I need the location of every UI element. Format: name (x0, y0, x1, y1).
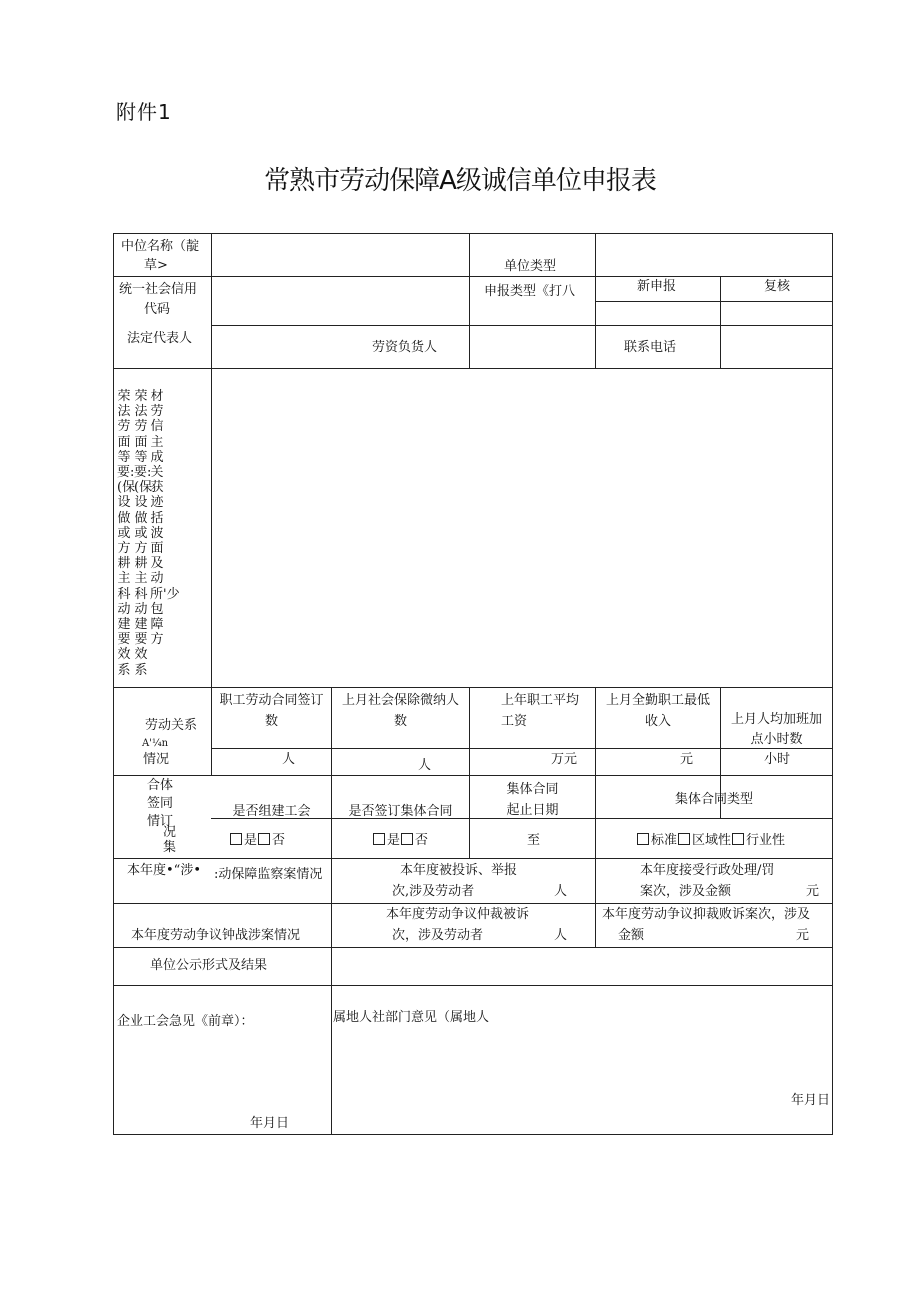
contract-yes-checkbox[interactable] (373, 833, 385, 845)
honor-label-col-3: 材劳信主成关获迹括波面及动所'少包障方 (150, 389, 180, 648)
legal-rep-input[interactable] (212, 326, 362, 367)
type-standard-checkbox[interactable] (637, 833, 649, 845)
legal-rep-label: 法定代表人 (127, 331, 193, 346)
overtime-header-2: 点小时数 (750, 732, 803, 747)
avg-wage-header-2: 工资 (501, 714, 528, 729)
form-title: 常熟市劳动保障A级诚信单位申报表 (264, 166, 656, 196)
union-opinion-date: 年月日 (250, 1116, 290, 1131)
collective-date-header: 集体合同 (506, 782, 559, 797)
unit-name-label: 中位名称（靛 (121, 239, 200, 254)
penalty-yuan-unit: 元 (806, 884, 820, 899)
min-wage-header: 上月全勤职工最低 (605, 693, 710, 708)
publicity-label: 单位公示形式及结果 (150, 958, 268, 973)
review-mark-cell[interactable] (721, 302, 831, 324)
union-yes-no: 是 否 (229, 831, 285, 850)
overtime-header: 上月人均加班加 (730, 712, 822, 727)
collective-label-b: 签同 (147, 796, 174, 811)
collective-type-options: 标准 区域性 行业性 (636, 831, 785, 850)
unit-name-input[interactable] (212, 235, 468, 275)
collective-type-header: 集体合同类型 (674, 792, 753, 807)
honor-content-area[interactable] (212, 369, 831, 686)
phone-label: 联系电话 (624, 340, 677, 355)
inspection-label-a: 本年度•“涉• (127, 863, 201, 878)
hrss-opinion-label: 属地人社部门意见（属地人 (333, 1010, 490, 1025)
arbitration-text-2: 次，涉及劳动者 (392, 928, 484, 943)
honor-label-col-2: 荣法劳面等要:(保设做或方耕主科动建要效系 (134, 389, 153, 678)
union-yes-checkbox[interactable] (230, 833, 242, 845)
arbitration-lose-text-1: 本年度劳动争议抑裁败诉案次，涉及 (602, 907, 811, 922)
review-option: 复核 (764, 279, 791, 294)
hrss-opinion-area[interactable] (332, 1029, 831, 1089)
complaint-person-unit: 人 (554, 884, 568, 899)
unit-person-contract: 人 (282, 752, 296, 767)
social-insurance-header: 上月社会保除微纳人 (341, 693, 459, 708)
collective-label-c: 情订 (147, 814, 174, 829)
unit-person-insurance: 人 (418, 758, 432, 773)
union-question: 是否组建工会 (232, 804, 311, 819)
attachment-label: 附件1 (116, 100, 172, 124)
unit-type-input[interactable] (596, 235, 831, 275)
collective-date-header-2: 起止日期 (506, 803, 559, 818)
labor-relations-label: 劳动关系 (145, 718, 198, 733)
penalty-text-1: 本年度接受行政处理/罚 (640, 863, 775, 878)
union-no-checkbox[interactable] (258, 833, 270, 845)
avg-wage-header: 上年职工平均 (501, 693, 580, 708)
application-form-table (113, 233, 833, 1135)
type-industry-checkbox[interactable] (732, 833, 744, 845)
union-opinion-label: 企业工会急见《前章）： (117, 1014, 254, 1029)
inspection-label-b: :动保障监察案情况 (214, 867, 323, 882)
apply-type-label: 申报类型《打八 (484, 284, 576, 299)
arbitration-text-1: 本年度劳动争议仲裁被诉 (386, 907, 530, 922)
collective-contract-question: 是否签订集体合同 (348, 804, 453, 819)
honor-label-col-1: 荣法劳面等要:(保设做或方耕主科动建要效系 (117, 389, 136, 678)
unit-type-label: 单位类型 (504, 259, 557, 274)
credit-code-label-cont: 代码 (144, 302, 171, 317)
credit-code-label: 统一社会信用 (119, 282, 198, 297)
union-opinion-area[interactable] (115, 1032, 330, 1110)
contract-sign-header: 职工劳动合同签订 (219, 693, 324, 708)
arbitration-lose-text-2: 金额 (618, 928, 645, 943)
contract-sign-header-2: 数 (264, 714, 278, 729)
unit-yuan: 元 (680, 752, 694, 767)
new-apply-mark-cell[interactable] (596, 302, 719, 324)
collective-label-e: 集 (163, 840, 177, 855)
labor-relations-label-2: 情况 (143, 752, 170, 767)
date-to-label: 至 (527, 833, 541, 848)
arbitration-person-unit: 人 (554, 928, 568, 943)
phone-input[interactable] (721, 326, 831, 367)
arbitration-label: 本年度劳动争议钟战涉案情况 (131, 928, 301, 943)
social-insurance-header-2: 数 (393, 714, 407, 729)
publicity-input[interactable] (332, 948, 831, 984)
unit-wan-yuan: 万元 (551, 752, 578, 767)
new-apply-option: 新申报 (637, 279, 677, 294)
contract-no-checkbox[interactable] (401, 833, 413, 845)
labor-wage-head-input[interactable] (470, 326, 594, 367)
hrss-opinion-date: 年月日 (791, 1093, 831, 1108)
complaint-text-1: 本年度被投诉、举报 (400, 863, 518, 878)
labor-relations-sub: A'¼n (142, 738, 169, 749)
contract-yes-no: 是 否 (372, 831, 428, 850)
arbitration-lose-yuan-unit: 元 (796, 928, 810, 943)
unit-hour: 小时 (764, 752, 791, 767)
type-region-checkbox[interactable] (678, 833, 690, 845)
min-wage-header-2: 收入 (644, 714, 671, 729)
unit-name-label-cont: 草> (144, 258, 168, 273)
collective-label-d: 况 (163, 825, 177, 840)
credit-code-input[interactable] (212, 277, 468, 324)
penalty-text-2: 案次，涉及金额 (640, 884, 732, 899)
collective-label-a: 合体 (147, 778, 174, 793)
labor-wage-head-label: 劳资负货人 (372, 340, 438, 355)
complaint-text-2: 次,涉及劳动者 (392, 884, 475, 899)
